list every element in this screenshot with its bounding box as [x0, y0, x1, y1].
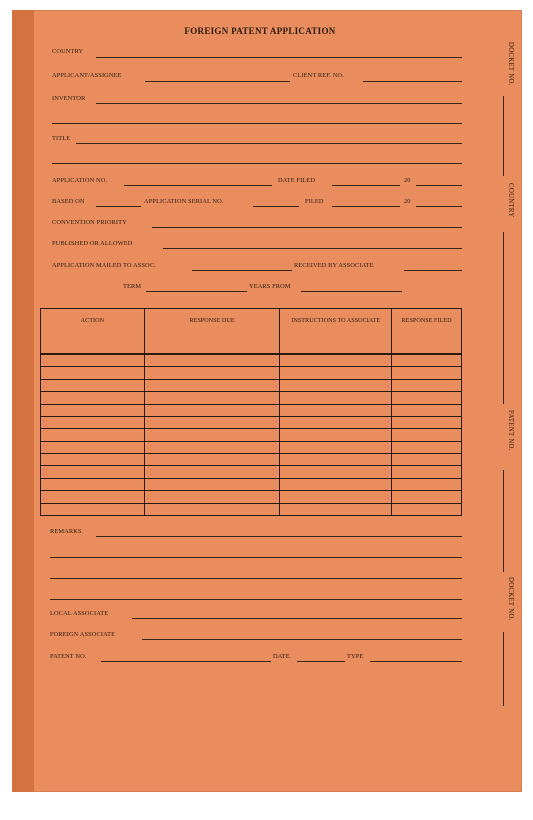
table-cell[interactable]: [41, 429, 145, 441]
convention-priority-line[interactable]: [152, 227, 462, 228]
years-from-line[interactable]: [301, 291, 402, 292]
table-header-response-filed: RESPONSE FILED: [392, 309, 462, 355]
date-filed-year-prefix: 20: [404, 177, 411, 184]
table-cell[interactable]: [144, 478, 280, 490]
table-cell[interactable]: [144, 354, 280, 367]
table-cell[interactable]: [392, 416, 462, 428]
side-rail-3: [503, 470, 504, 572]
table-cell[interactable]: [41, 454, 145, 466]
table-cell[interactable]: [144, 367, 280, 379]
table-cell[interactable]: [41, 392, 145, 404]
title-line-2[interactable]: [52, 163, 462, 164]
table-cell[interactable]: [144, 392, 280, 404]
country-line[interactable]: [96, 57, 462, 58]
applicant-label: APPLICANT/ASSIGNEE: [52, 72, 122, 79]
table-cell[interactable]: [280, 441, 392, 453]
years-from-label: YEARS FROM: [249, 283, 291, 290]
application-no-label: APPLICATION NO.: [52, 177, 108, 184]
folder-spine: [12, 10, 34, 792]
table-cell[interactable]: [41, 491, 145, 503]
filed-year-line[interactable]: [416, 206, 462, 207]
table-row: [41, 503, 462, 515]
table-cell[interactable]: [392, 404, 462, 416]
remarks-line-3[interactable]: [50, 578, 462, 579]
foreign-associate-line[interactable]: [142, 639, 462, 640]
table-row: [41, 416, 462, 428]
side-rail-4: [503, 632, 504, 706]
table-cell[interactable]: [144, 429, 280, 441]
table-cell[interactable]: [280, 416, 392, 428]
date-label: DATE: [273, 653, 290, 660]
table-header-action: ACTION: [41, 309, 145, 355]
table-cell[interactable]: [280, 478, 392, 490]
table-row: [41, 478, 462, 490]
table-cell[interactable]: [41, 367, 145, 379]
type-line[interactable]: [370, 661, 462, 662]
table-cell[interactable]: [41, 466, 145, 478]
table-cell[interactable]: [144, 441, 280, 453]
table-cell[interactable]: [280, 454, 392, 466]
table-cell[interactable]: [392, 392, 462, 404]
mailed-label: APPLICATION MAILED TO ASSOC.: [52, 262, 156, 269]
table-cell[interactable]: [280, 466, 392, 478]
mailed-line[interactable]: [192, 270, 292, 271]
table-cell[interactable]: [144, 466, 280, 478]
table-cell[interactable]: [41, 416, 145, 428]
date-filed-year-line[interactable]: [416, 185, 462, 186]
side-label-docket-bottom: DOCKET NO.: [507, 577, 514, 621]
inventor-line-2[interactable]: [52, 123, 462, 124]
filed-year-prefix: 20: [404, 198, 411, 205]
term-label: TERM: [123, 283, 142, 290]
action-table: [40, 308, 462, 516]
patent-no-label: PATENT NO.: [50, 653, 87, 660]
table-row: [41, 379, 462, 391]
table-cell[interactable]: [280, 354, 392, 367]
table-cell[interactable]: [144, 503, 280, 515]
side-label-docket-top: DOCKET NO.: [507, 42, 514, 86]
local-associate-label: LOCAL ASSOCIATE: [50, 610, 109, 617]
table-cell[interactable]: [41, 441, 145, 453]
patent-no-line[interactable]: [101, 661, 271, 662]
table-header-response-due: RESPONSE DUE: [144, 309, 280, 355]
table-cell[interactable]: [392, 379, 462, 391]
side-label-patent-no: PATENT NO.: [507, 410, 514, 451]
table-cell[interactable]: [280, 404, 392, 416]
application-serial-line[interactable]: [253, 206, 299, 207]
table-row: [41, 466, 462, 478]
side-rail-1: [503, 96, 504, 176]
table-cell[interactable]: [280, 503, 392, 515]
table-cell[interactable]: [392, 429, 462, 441]
table-row: [41, 491, 462, 503]
table-cell[interactable]: [280, 379, 392, 391]
table-cell[interactable]: [41, 478, 145, 490]
application-no-line[interactable]: [124, 185, 272, 186]
published-line[interactable]: [163, 248, 462, 249]
table-cell[interactable]: [41, 503, 145, 515]
table-row: [41, 429, 462, 441]
based-on-line[interactable]: [96, 206, 141, 207]
application-serial-label: APPLICATION SERIAL NO.: [144, 198, 224, 205]
received-line[interactable]: [404, 270, 462, 271]
table-cell[interactable]: [392, 367, 462, 379]
table-cell[interactable]: [392, 491, 462, 503]
table-row: [41, 367, 462, 379]
table-cell[interactable]: [280, 491, 392, 503]
based-on-label: BASED ON: [52, 198, 85, 205]
client-ref-label: CLIENT REF. NO.: [293, 72, 344, 79]
date-filed-line[interactable]: [332, 185, 400, 186]
published-label: PUBLISHED OR ALLOWED: [52, 240, 133, 247]
table-row: [41, 441, 462, 453]
table-cell[interactable]: [41, 354, 145, 367]
table-header-instructions: INSTRUCTIONS TO ASSOCIATE: [280, 309, 392, 355]
remarks-line-4[interactable]: [50, 599, 462, 600]
table-row: [41, 454, 462, 466]
table-cell[interactable]: [280, 367, 392, 379]
table-row: [41, 392, 462, 404]
type-label: TYPE: [347, 653, 364, 660]
table-cell[interactable]: [41, 379, 145, 391]
table-cell[interactable]: [392, 354, 462, 367]
remarks-line[interactable]: [96, 536, 462, 537]
date-filed-label: DATE FILED: [278, 177, 316, 184]
convention-priority-label: CONVENTION PRIORITY: [52, 219, 127, 226]
table-cell[interactable]: [144, 454, 280, 466]
form-title: FOREIGN PATENT APPLICATION: [184, 26, 336, 36]
table-cell[interactable]: [280, 429, 392, 441]
country-label: COUNTRY: [52, 48, 84, 55]
table-row: [41, 404, 462, 416]
table-cell[interactable]: [392, 454, 462, 466]
table-body: [41, 354, 462, 516]
inventor-line[interactable]: [96, 103, 462, 104]
client-ref-line[interactable]: [363, 81, 462, 82]
side-label-country: COUNTRY: [507, 183, 514, 218]
term-line[interactable]: [146, 291, 247, 292]
foreign-associate-label: FOREIGN ASSOCIATE: [50, 631, 116, 638]
title-line[interactable]: [76, 143, 462, 144]
remarks-label: REMARKS: [50, 528, 82, 535]
filed-line[interactable]: [332, 206, 400, 207]
date-line[interactable]: [297, 661, 345, 662]
table-row: [41, 354, 462, 367]
table-cell[interactable]: [41, 404, 145, 416]
filed-label: FILED: [305, 198, 324, 205]
title-label: TITLE: [52, 135, 71, 142]
table-cell[interactable]: [144, 491, 280, 503]
table-cell[interactable]: [144, 416, 280, 428]
inventor-label: INVENTOR: [52, 95, 86, 102]
table-cell[interactable]: [392, 478, 462, 490]
table-cell[interactable]: [392, 503, 462, 515]
table-cell[interactable]: [280, 392, 392, 404]
remarks-line-2[interactable]: [50, 557, 462, 558]
received-label: RECEIVED BY ASSOCIATE: [294, 262, 374, 269]
table-cell[interactable]: [392, 466, 462, 478]
side-rail-2: [503, 232, 504, 404]
table-cell[interactable]: [144, 379, 280, 391]
table-cell[interactable]: [144, 404, 280, 416]
table-cell[interactable]: [392, 441, 462, 453]
local-associate-line[interactable]: [132, 618, 462, 619]
applicant-line[interactable]: [145, 81, 290, 82]
